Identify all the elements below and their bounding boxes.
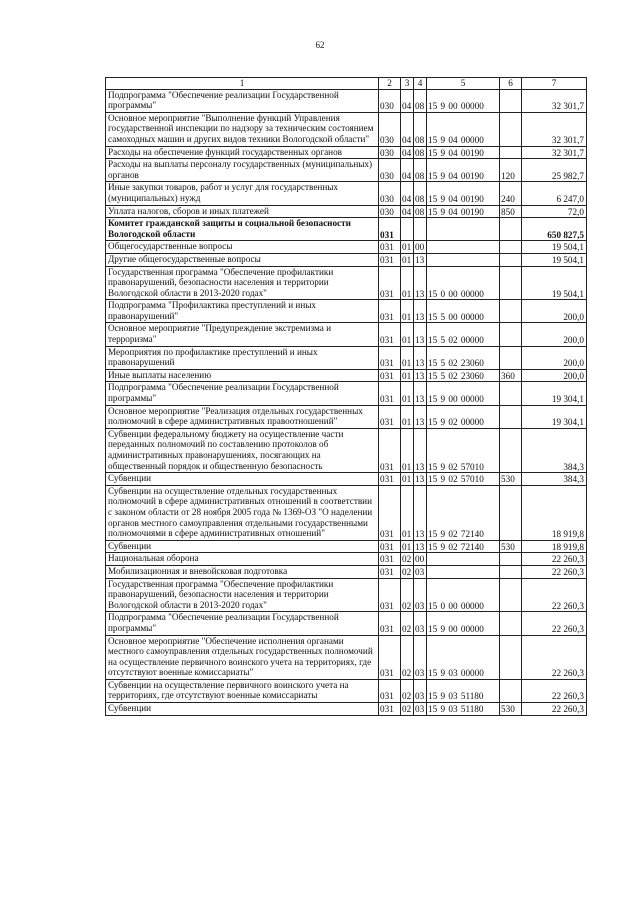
- subsection-code-cell: 08: [414, 182, 427, 205]
- amount-cell: 22 260,3: [522, 553, 587, 566]
- row-name-cell: Расходы на выплаты персоналу государственных (муниципальных) органов: [106, 159, 379, 182]
- ministry-code-cell: 031: [379, 473, 401, 486]
- row-name-cell: Расходы на обеспечение функций государственных органов: [106, 146, 379, 159]
- ministry-code-cell: 031: [379, 578, 401, 612]
- table-row: [106, 218, 587, 241]
- expense-type-cell: [500, 112, 522, 146]
- section-code-cell: 02: [401, 553, 414, 566]
- amount-cell: 32 301,7: [522, 112, 587, 146]
- section-code-cell: 01: [401, 300, 414, 323]
- target-article-cell: 15 9 00 00000: [427, 89, 500, 112]
- amount-cell: 200,0: [522, 346, 587, 369]
- expense-type-cell: [500, 346, 522, 369]
- ministry-code-cell: 031: [379, 635, 401, 679]
- table-row: [106, 369, 587, 382]
- target-article-cell: 15 9 00 00000: [427, 382, 500, 405]
- expense-type-cell: [500, 89, 522, 112]
- ministry-code-cell: 031: [379, 553, 401, 566]
- ministry-code-cell: 030: [379, 112, 401, 146]
- table-row: [106, 241, 587, 254]
- expense-type-cell: [500, 635, 522, 679]
- table-row: [106, 205, 587, 218]
- ministry-code-cell: 030: [379, 159, 401, 182]
- expense-type-cell: [500, 218, 522, 241]
- row-name-cell: Уплата налогов, сборов и иных платежей: [106, 205, 379, 218]
- section-code-cell: 01: [401, 473, 414, 486]
- subsection-code-cell: 00: [414, 553, 427, 566]
- expense-type-cell: [500, 382, 522, 405]
- amount-cell: 200,0: [522, 300, 587, 323]
- target-article-cell: 15 5 02 23060: [427, 369, 500, 382]
- row-name-cell: Комитет гражданской защиты и социальной безопасности Вологодской области: [106, 218, 379, 241]
- row-name-cell: Иные закупки товаров, работ и услуг для государственных (муниципальных) нужд: [106, 182, 379, 205]
- row-name-cell: Субвенции федеральному бюджету на осуществление части переданных полномочий по составлению протоколов об административных правонарушениях, посягающих на общественный порядок и общественную безопасность: [106, 428, 379, 472]
- target-article-cell: 15 9 03 51180: [427, 679, 500, 702]
- header-row: [106, 78, 587, 90]
- section-code-cell: [401, 218, 414, 241]
- section-code-cell: 01: [401, 540, 414, 553]
- amount-cell: 22 260,3: [522, 679, 587, 702]
- expense-type-cell: [500, 266, 522, 300]
- section-code-cell: 01: [401, 241, 414, 254]
- row-name-cell: Другие общегосударственные вопросы: [106, 253, 379, 266]
- subsection-code-cell: 03: [414, 635, 427, 679]
- ministry-code-cell: 031: [379, 540, 401, 553]
- amount-cell: 32 301,7: [522, 146, 587, 159]
- row-name-cell: Субвенции на осуществление отдельных государственных полномочий в сфере административных отношений в соответствии с законом области от 28 ноября 2005 года № 1369-ОЗ "О наделении органов местного самоуправления отдельными государственными полномочиями в сфере административных отношений": [106, 485, 379, 540]
- subsection-code-cell: 13: [414, 382, 427, 405]
- amount-cell: 22 260,3: [522, 635, 587, 679]
- row-name-cell: Мероприятия по профилактике преступлений и иных правонарушений: [106, 346, 379, 369]
- amount-cell: 25 982,7: [522, 159, 587, 182]
- subsection-code-cell: 03: [414, 679, 427, 702]
- amount-cell: 72,0: [522, 205, 587, 218]
- subsection-code-cell: 13: [414, 405, 427, 428]
- target-article-cell: 15 9 02 57010: [427, 473, 500, 486]
- amount-cell: 19 504,1: [522, 241, 587, 254]
- table-row: [106, 300, 587, 323]
- ministry-code-cell: 031: [379, 241, 401, 254]
- amount-cell: 6 247,0: [522, 182, 587, 205]
- ministry-code-cell: 031: [379, 679, 401, 702]
- table-row: [106, 266, 587, 300]
- header-cell: 1: [106, 78, 379, 90]
- table-row: [106, 253, 587, 266]
- amount-cell: 22 260,3: [522, 703, 587, 716]
- amount-cell: 22 260,3: [522, 565, 587, 578]
- subsection-code-cell: 13: [414, 428, 427, 472]
- target-article-cell: [427, 253, 500, 266]
- expense-type-cell: [500, 241, 522, 254]
- amount-cell: 384,3: [522, 473, 587, 486]
- ministry-code-cell: 030: [379, 89, 401, 112]
- table-row: [106, 323, 587, 346]
- table-row: [106, 382, 587, 405]
- expense-type-cell: [500, 300, 522, 323]
- amount-cell: 22 260,3: [522, 612, 587, 635]
- target-article-cell: 15 0 00 00000: [427, 266, 500, 300]
- table-row: [106, 89, 587, 112]
- ministry-code-cell: 030: [379, 146, 401, 159]
- table-row: [106, 182, 587, 205]
- section-code-cell: 04: [401, 182, 414, 205]
- subsection-code-cell: 13: [414, 323, 427, 346]
- table-row: [106, 635, 587, 679]
- expense-type-cell: 240: [500, 182, 522, 205]
- expense-type-cell: [500, 323, 522, 346]
- table-row: [106, 473, 587, 486]
- expense-type-cell: [500, 612, 522, 635]
- row-name-cell: Субвенции на осуществление первичного воинского учета на территориях, где отсутствуют военные комиссариаты: [106, 679, 379, 702]
- ministry-code-cell: 031: [379, 612, 401, 635]
- subsection-code-cell: 03: [414, 565, 427, 578]
- header-cell: 5: [427, 78, 500, 90]
- expense-type-cell: 850: [500, 205, 522, 218]
- row-name-cell: Государственная программа "Обеспечение профилактики правонарушений, безопасности населения и территории Вологодской области в 2013-2020 годах": [106, 578, 379, 612]
- ministry-code-cell: 031: [379, 300, 401, 323]
- target-article-cell: 15 9 02 72140: [427, 485, 500, 540]
- header-cell: 6: [500, 78, 522, 90]
- row-name-cell: Основное мероприятие "Предупреждение экстремизма и терроризма": [106, 323, 379, 346]
- amount-cell: 200,0: [522, 369, 587, 382]
- target-article-cell: 15 9 02 72140: [427, 540, 500, 553]
- subsection-code-cell: 13: [414, 473, 427, 486]
- section-code-cell: 01: [401, 382, 414, 405]
- page-number: 62: [315, 40, 325, 50]
- ministry-code-cell: 031: [379, 323, 401, 346]
- target-article-cell: 15 9 02 57010: [427, 428, 500, 472]
- target-article-cell: 15 9 04 00190: [427, 182, 500, 205]
- expense-type-cell: 360: [500, 369, 522, 382]
- section-code-cell: 04: [401, 205, 414, 218]
- subsection-code-cell: 08: [414, 146, 427, 159]
- amount-cell: 19 504,1: [522, 253, 587, 266]
- target-article-cell: 15 9 03 00000: [427, 635, 500, 679]
- subsection-code-cell: 08: [414, 205, 427, 218]
- expense-type-cell: [500, 578, 522, 612]
- subsection-code-cell: 13: [414, 300, 427, 323]
- section-code-cell: 01: [401, 428, 414, 472]
- ministry-code-cell: 031: [379, 565, 401, 578]
- row-name-cell: Основное мероприятие "Реализация отдельных государственных полномочий в сфере административных правоотношений": [106, 405, 379, 428]
- budget-table: [105, 77, 587, 716]
- expense-type-cell: [500, 485, 522, 540]
- ministry-code-cell: 030: [379, 182, 401, 205]
- target-article-cell: 15 5 02 00000: [427, 323, 500, 346]
- row-name-cell: Основное мероприятие "Обеспечение исполнения органами местного самоуправления отдельных государственных полномочий на осуществление первичного воинского учета на территориях, где отсутствуют военные комиссариаты": [106, 635, 379, 679]
- section-code-cell: 01: [401, 253, 414, 266]
- header-cell: 7: [522, 78, 587, 90]
- section-code-cell: 02: [401, 565, 414, 578]
- subsection-code-cell: 13: [414, 485, 427, 540]
- expense-type-cell: [500, 253, 522, 266]
- target-article-cell: [427, 218, 500, 241]
- table-row: [106, 612, 587, 635]
- table-header: [106, 78, 587, 90]
- target-article-cell: 15 5 00 00000: [427, 300, 500, 323]
- ministry-code-cell: 030: [379, 205, 401, 218]
- row-name-cell: Иные выплаты населению: [106, 369, 379, 382]
- ministry-code-cell: 031: [379, 369, 401, 382]
- subsection-code-cell: 03: [414, 578, 427, 612]
- table-row: [106, 159, 587, 182]
- target-article-cell: [427, 565, 500, 578]
- subsection-code-cell: 03: [414, 612, 427, 635]
- ministry-code-cell: 031: [379, 346, 401, 369]
- table-row: [106, 553, 587, 566]
- amount-cell: 18 919,8: [522, 540, 587, 553]
- section-code-cell: 02: [401, 578, 414, 612]
- target-article-cell: [427, 241, 500, 254]
- row-name-cell: Субвенции: [106, 473, 379, 486]
- expense-type-cell: [500, 565, 522, 578]
- section-code-cell: 02: [401, 635, 414, 679]
- header-cell: 2: [379, 78, 401, 90]
- table-row: [106, 112, 587, 146]
- section-code-cell: 04: [401, 112, 414, 146]
- table-row: [106, 428, 587, 472]
- subsection-code-cell: 13: [414, 540, 427, 553]
- section-code-cell: 02: [401, 703, 414, 716]
- table-row: [106, 565, 587, 578]
- subsection-code-cell: [414, 218, 427, 241]
- table-row: [106, 146, 587, 159]
- ministry-code-cell: 031: [379, 253, 401, 266]
- table-row: [106, 405, 587, 428]
- expense-type-cell: [500, 679, 522, 702]
- subsection-code-cell: 13: [414, 346, 427, 369]
- section-code-cell: 01: [401, 323, 414, 346]
- ministry-code-cell: 031: [379, 428, 401, 472]
- subsection-code-cell: 08: [414, 112, 427, 146]
- target-article-cell: 15 9 02 00000: [427, 405, 500, 428]
- amount-cell: 384,3: [522, 428, 587, 472]
- table-row: [106, 578, 587, 612]
- target-article-cell: 15 9 04 00190: [427, 146, 500, 159]
- amount-cell: 19 304,1: [522, 382, 587, 405]
- row-name-cell: Подпрограмма "Обеспечение реализации Государственной программы": [106, 89, 379, 112]
- row-name-cell: Подпрограмма "Обеспечение реализации Государственной программы": [106, 382, 379, 405]
- amount-cell: 650 827,5: [522, 218, 587, 241]
- amount-cell: 200,0: [522, 323, 587, 346]
- expense-type-cell: [500, 428, 522, 472]
- expense-type-cell: 530: [500, 473, 522, 486]
- row-name-cell: Мобилизационная и вневойсковая подготовка: [106, 565, 379, 578]
- row-name-cell: Субвенции: [106, 540, 379, 553]
- subsection-code-cell: 13: [414, 253, 427, 266]
- section-code-cell: 04: [401, 146, 414, 159]
- target-article-cell: 15 9 03 51180: [427, 703, 500, 716]
- subsection-code-cell: 13: [414, 266, 427, 300]
- ministry-code-cell: 031: [379, 266, 401, 300]
- section-code-cell: 04: [401, 159, 414, 182]
- header-cell: 4: [414, 78, 427, 90]
- row-name-cell: Подпрограмма "Обеспечение реализации Государственной программы": [106, 612, 379, 635]
- table-row: [106, 485, 587, 540]
- row-name-cell: Общегосударственные вопросы: [106, 241, 379, 254]
- subsection-code-cell: 03: [414, 703, 427, 716]
- target-article-cell: [427, 553, 500, 566]
- ministry-code-cell: 031: [379, 382, 401, 405]
- expense-type-cell: [500, 146, 522, 159]
- target-article-cell: 15 0 00 00000: [427, 578, 500, 612]
- table-row: [106, 703, 587, 716]
- ministry-code-cell: 031: [379, 485, 401, 540]
- amount-cell: 19 504,1: [522, 266, 587, 300]
- section-code-cell: 02: [401, 612, 414, 635]
- row-name-cell: Государственная программа "Обеспечение профилактики правонарушений, безопасности населения и территории Вологодской области в 2013-2020 годах": [106, 266, 379, 300]
- section-code-cell: 02: [401, 679, 414, 702]
- amount-cell: 18 919,8: [522, 485, 587, 540]
- expense-type-cell: [500, 553, 522, 566]
- subsection-code-cell: 00: [414, 241, 427, 254]
- table-row: [106, 540, 587, 553]
- ministry-code-cell: 031: [379, 218, 401, 241]
- row-name-cell: Основное мероприятие "Выполнение функций Управления государственной инспекции по надзору за техническим состоянием самоходных машин и других видов техники Вологодской области": [106, 112, 379, 146]
- section-code-cell: 01: [401, 266, 414, 300]
- row-name-cell: Подпрограмма "Профилактика преступлений и иных правонарушений": [106, 300, 379, 323]
- expense-type-cell: 120: [500, 159, 522, 182]
- subsection-code-cell: 08: [414, 159, 427, 182]
- amount-cell: 19 304,1: [522, 405, 587, 428]
- target-article-cell: 15 9 04 00190: [427, 205, 500, 218]
- target-article-cell: 15 5 02 23060: [427, 346, 500, 369]
- target-article-cell: 15 9 00 00000: [427, 612, 500, 635]
- subsection-code-cell: 13: [414, 369, 427, 382]
- section-code-cell: 01: [401, 405, 414, 428]
- row-name-cell: Субвенции: [106, 703, 379, 716]
- subsection-code-cell: 08: [414, 89, 427, 112]
- amount-cell: 22 260,3: [522, 578, 587, 612]
- table-row: [106, 679, 587, 702]
- ministry-code-cell: 031: [379, 703, 401, 716]
- target-article-cell: 15 9 04 00000: [427, 112, 500, 146]
- ministry-code-cell: 031: [379, 405, 401, 428]
- row-name-cell: Национальная оборона: [106, 553, 379, 566]
- expense-type-cell: [500, 405, 522, 428]
- table-row: [106, 346, 587, 369]
- section-code-cell: 04: [401, 89, 414, 112]
- header-cell: 3: [401, 78, 414, 90]
- expense-type-cell: 530: [500, 703, 522, 716]
- table-body: [106, 89, 587, 715]
- amount-cell: 32 301,7: [522, 89, 587, 112]
- section-code-cell: 01: [401, 369, 414, 382]
- expense-type-cell: 530: [500, 540, 522, 553]
- section-code-cell: 01: [401, 485, 414, 540]
- section-code-cell: 01: [401, 346, 414, 369]
- target-article-cell: 15 9 04 00190: [427, 159, 500, 182]
